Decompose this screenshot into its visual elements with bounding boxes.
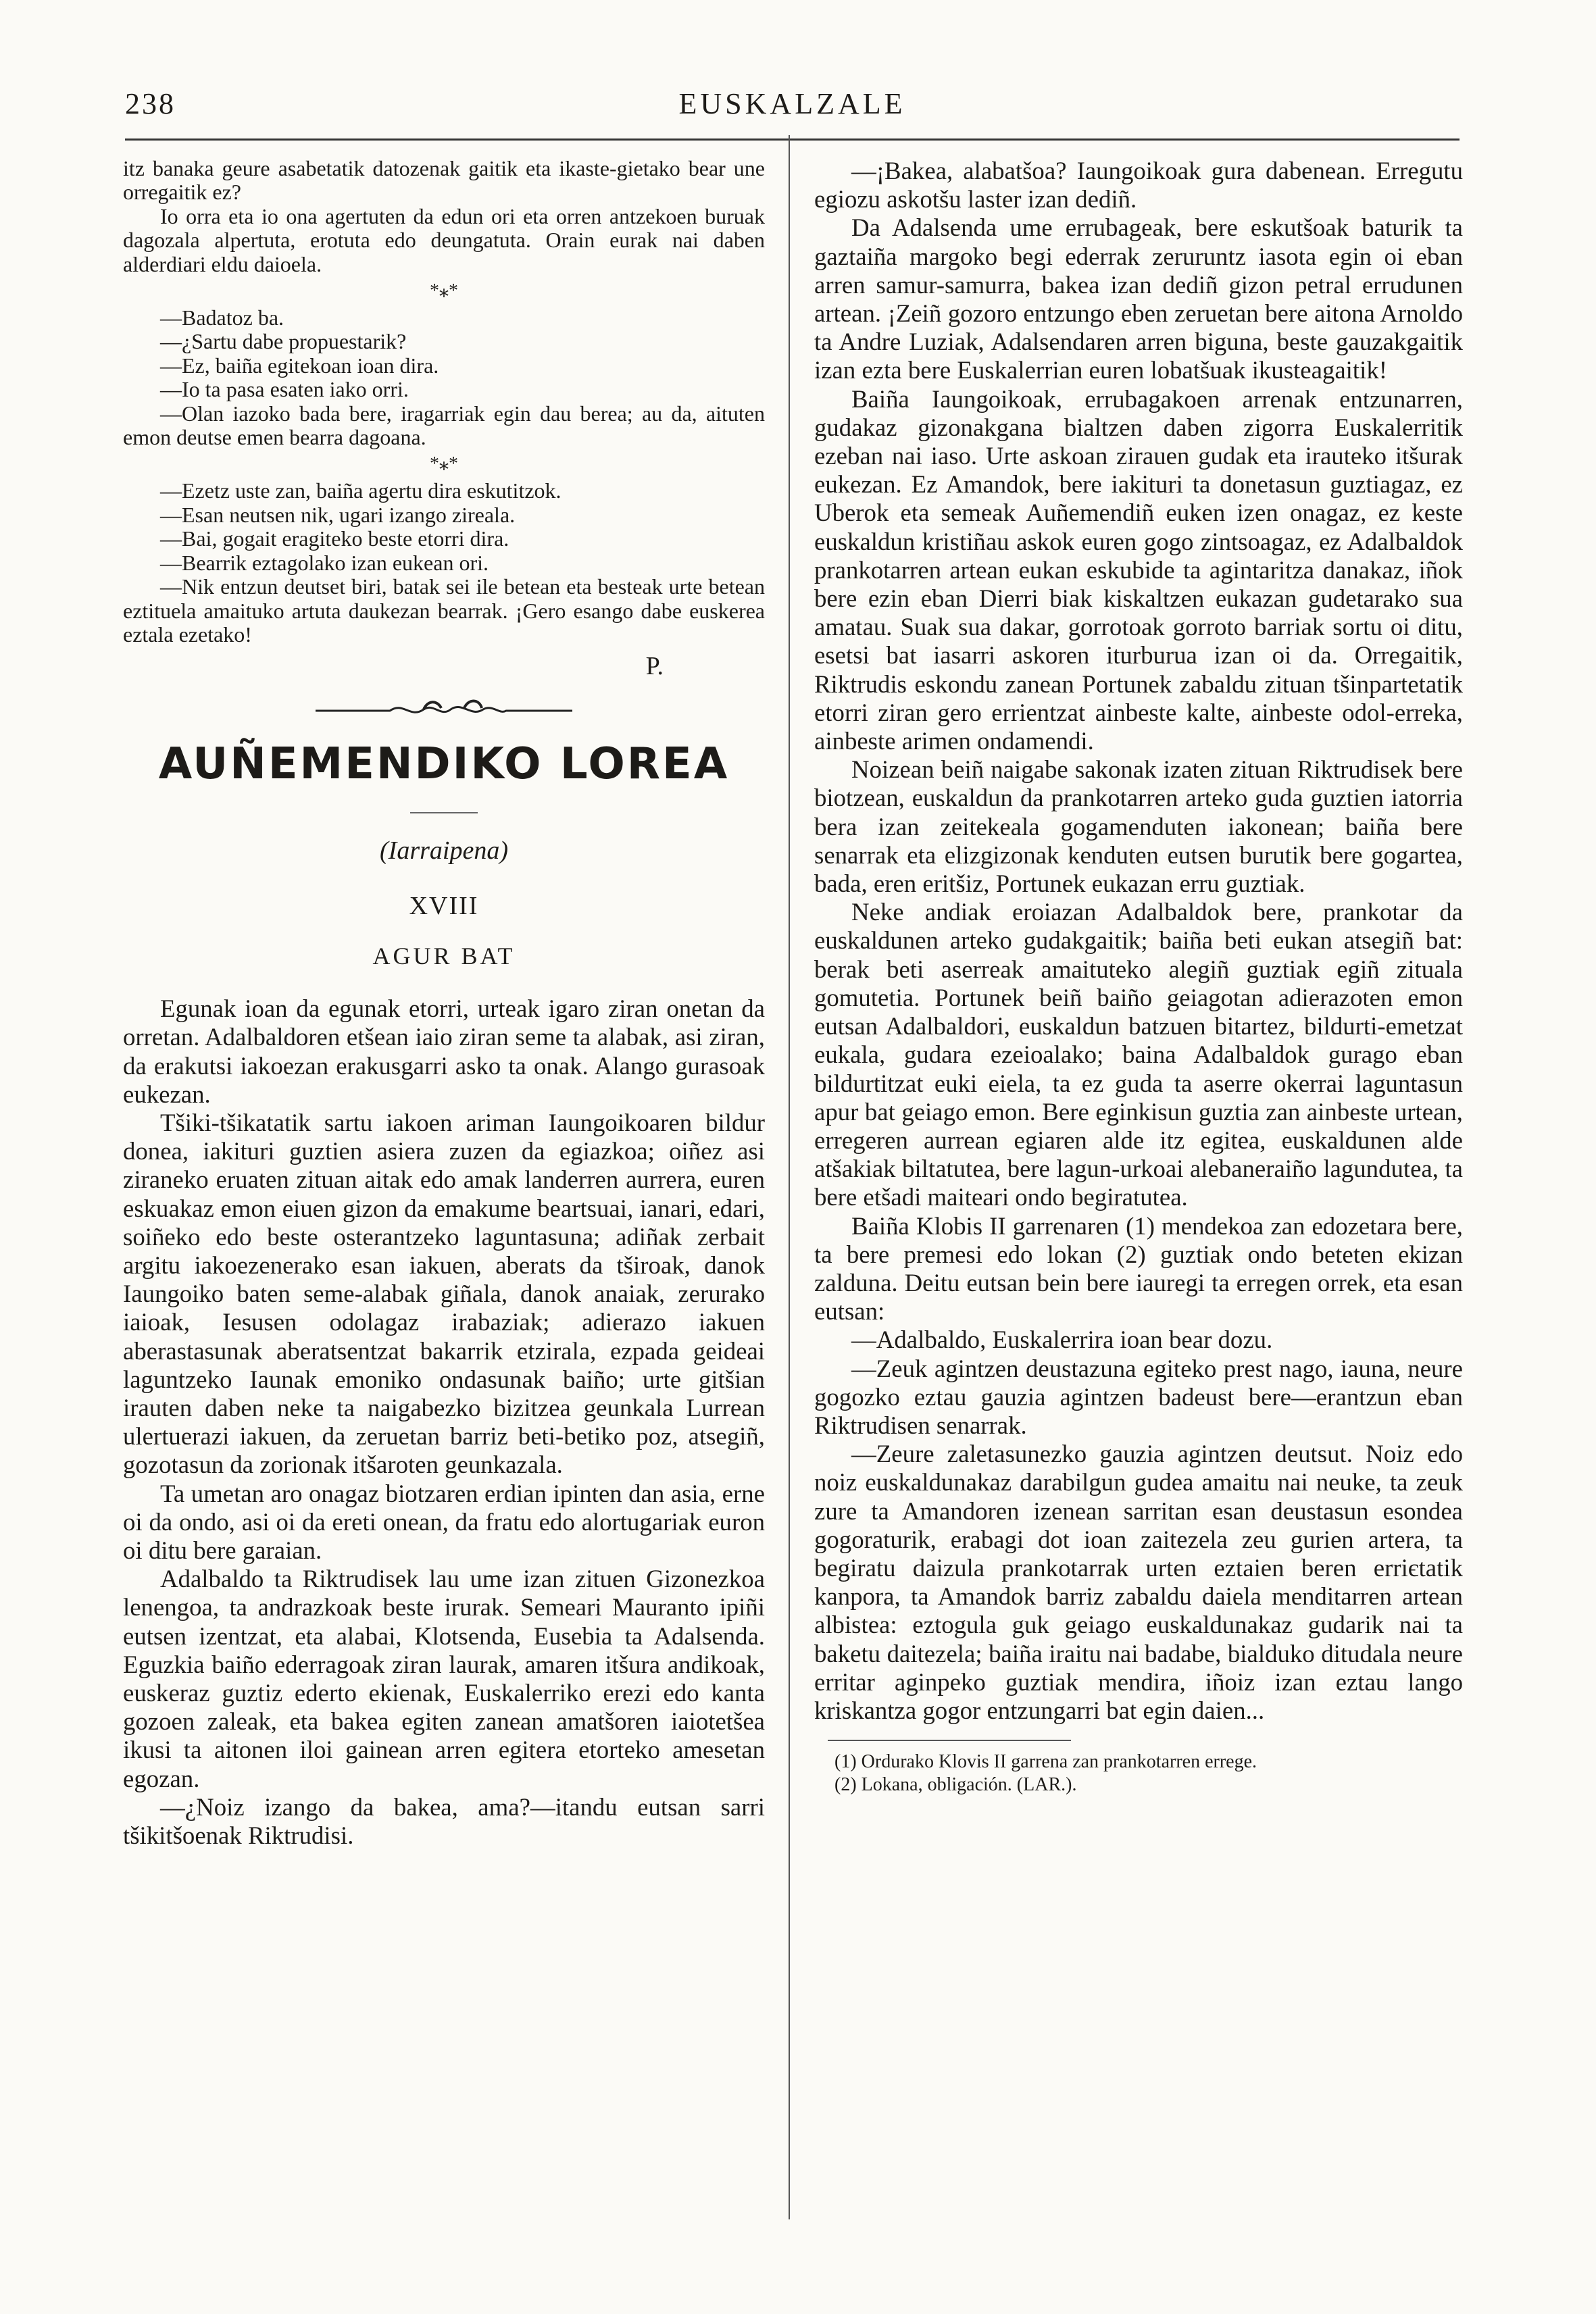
dialogue-line: —Olan iazoko bada bere, iragarriak egin dau berea; au da, aituten emon deutse emen bearra dagoana. (123, 401, 765, 450)
story-paragraph: —¿Noiz izango da bakea, ama?—itandu eutsan sarri tšikitšoenak Riktrudisi. (123, 1792, 765, 1850)
story-paragraph: —¡Bakea, alabatšoa? Iaungoikoak gura dabenean. Erregutu egiozu askotšu laster izan dediñ. (814, 157, 1463, 213)
intro-paragraph: Io orra eta io ona agertuten da edun ori eta orren antzekoen buruak dagozala alpertuta, erotuta edo deungatuta. Orain eurak nai daben alderdiari eldu daioela. (123, 203, 765, 276)
chapter-number: XVIII (409, 891, 479, 920)
dialogue-line: —Ez, baiña egitekoan ioan dira. (160, 353, 439, 378)
section-stars: *⁎* (430, 280, 458, 302)
dialogue-line: —Bai, gogait eragiteko beste etorri dira. (160, 526, 509, 551)
column-divider (789, 135, 790, 2219)
page-number: 238 (125, 87, 176, 120)
story-title: AUÑEMENDIKO LOREA (158, 738, 730, 789)
dialogue-line: —Ezetz uste zan, baiña agertu dira eskutitzok. (160, 478, 562, 503)
intro-paragraph: itz banaka geure asabetatik datozenak gaitik eta ikaste-gietako bear une orregaitik ez? (123, 156, 765, 205)
story-paragraph: Neke andiak eroiazan Adalbaldok bere, prankotar da euskaldunen arteko gudakgaitik; baiña beti eukan atsegiñ bat: berak beti aserreak amaituteko alegiñ guztiak egiñ zituala gomutetia. Portunek beiñ baiño geiagotan adierazoten emon eutsan Adalbaldori, euskaldun batzuen bitartez, bildurti-emetzat eukala, gudara ezeioalako; baina Adalbaldok gurago eban bildurtitzat euki eiela, ta ez guda ta aserre okerrai laguntasun apur bat geiago emon. Bere eginkisun guztia zan ainbeste urtean, erregeren aurrean egiaren alde itz egitea, euskaldunen alde atšakiak biltatutea, bere lagun-urkoai alebaneraiño lagundutea, ta bere etšadi maiteari ondo begiratutea. (814, 898, 1463, 1211)
story-paragraph: —Zeuk agintzen deustazuna egiteko prest nago, iauna, neure gogozko eztau gauzia agintzen badeust bere—erantzun eban Riktrudisen senarrak. (814, 1354, 1463, 1439)
story-paragraph: —Zeure zaletasunezko gauzia agintzen deutsut. Noiz edo noiz euskaldunakaz darabilgun gudea amaitu nai neuke, ta zeuk zure ta Amandoren izenean sarritan esan deustasun esondea gogoraturik, erabagi dot ioan zaitezela zeu gurien artera, ta begiratu daizula prankotarrak urten eztaien beren erriєtatik kanpora, ta Amandok barriz zabaldu daiela menditarren artean albistea: eztogula guk geiago euskaldunakaz gudarik nai ta baketu daitezela; baiña iraitu nai badabe, bialduko ditudala neure erritar aginpeko guztiak mendira, iñoiz izan eztau lango kriskantza gogor entzungarri bat egin daien... (814, 1440, 1463, 1724)
author-signature: P. (645, 652, 664, 681)
story-paragraph: Baiña Klobis II garrenaren (1) mendekoa zan edozetara bere, ta bere premesi edo lokan (2) guztiak ondo beteten ekizan zalduna. Deitu eutsan bein bere iauregi ta erregen orrek, eta esan eutsan: (814, 1211, 1463, 1326)
footnote-rule (828, 1740, 1071, 1741)
dialogue-line: —Io ta pasa esaten iako orri. (160, 377, 409, 402)
story-paragraph: Da Adalsenda ume errubageak, bere eskutšoak baturik ta gaztaiña margoko begi ederrak zeruruntz iasota egin oi eban arren samur-samurra, bakea izan dediñ gizon petral errudunen artean. ¡Zeiñ gozoro entzungo eben zeruetan bere aitona Arnoldo ta Andre Luziak, Adalsendaren arren biguna, beste gauzakgaitik izan ezta bere Euskalerrian euren lobatšuak ikusteagaitik! (814, 213, 1463, 384)
footnote: (2) Lokana, obligación. (LAR.). (834, 1774, 1077, 1796)
section-stars: *⁎* (430, 453, 458, 475)
running-title: EUSKALZALE (678, 87, 906, 120)
story-paragraph: Tšiki-tšikatatik sartu iakoen ariman Iaungoikoaren bildur donea, iakituri guztien asiera zuzen da egiazkoa; oiñez asi ziraneko eruaten zituan aitak edo amak landerren aurrera, euren eskuakaz emon eiuen gizon da emakume beartsuai, ianari, edari, soiñeko edo beste osterantzeko laguntasuna; adiñak zerbait argitu iakoezenerako esan iakuen, aberats da tširoak, danok Iaungoiko baten seme-alabak giñala, danok anaiak, zerurako iaioak, Iesusen odolagaz irabaziak; adierazo iakuen aberastasunak aberatsentzat bakarrik etzirala, ezpada geideai laguntzeko Iaunak emoniko ondasunak baiño; urte gitšian irauten daben neke ta naigabezko bizitzea geunkala Lurrean ulertuerazi iakuen, da zeruetan barriz beti-betiko poz, atsegiñ, gozotasun da zorionak itšaroten geunkazala. (123, 1108, 765, 1479)
story-paragraph: Adalbaldo ta Riktrudisek lau ume izan zituen Gizonezkoa lenengoa, ta andrazkoak beste irurak. Semeari Mauranto ipiñi eutsen izentzat, eta alabai, Klotsenda, Eusebia ta Adalsenda. Eguzkia baiño ederragoak ziran laurak, amaren itšura andikoak, euskeraz guztiz ederto ekienak, Euskalerriko erezi edo kanta gozoen zaleak, eta bakea egiten zanean amatšoren iaiotetšea ikusi ta aitonen iloi gainean arren egitera etorteko amesetan egozan. (123, 1565, 765, 1792)
page-header (125, 86, 1460, 141)
header-rule (125, 139, 1460, 141)
dialogue-line: —Esan neutsen nik, ugari izango zireala. (160, 502, 516, 527)
footnote: (1) Ordurako Klovis II garrena zan prankotarren errege. (834, 1751, 1257, 1773)
dialogue-line: —Nik entzun deutset biri, batak sei ile betean eta besteak urte betean eztituela amaituko artuta daukezan bearrak. ¡Gero esango dabe euskerea eztala ezetako! (123, 574, 765, 647)
title-rule (410, 812, 478, 813)
story-paragraph: Baiña Iaungoikoak, errubagakoen arrenak entzunarren, gudakaz gizonakgana bialtzen daben zigorra Euskalerritik ezeban nai iaso. Urte askoan zirauen gudak eta irauteko itšurak eukezan. Ez Amandok, bere iakituri ta donetasun guztiagaz, ez Uberok eta semeak Auñemendiñ euken izen onagaz, ez keste euskaldun kristiñau askok euren gogo zintsoagaz, ez Adalbaldok prankotarren artean eukan eskubide ta agintaritza danakaz, iñok bere ezin eban Dierri biak kiskaltzen eukazan gudetarako sua amatau. Suak sua dakar, gorrotoak gorroto barriak sortu oi ditu, esetsi bat iasarri askoren iturburua izan oi da. Orregaitik, Riktrudis eskondu zanean Portunek zabaldu zituan tšinpartetatik etorri ziran gero errientzat ainbeste kalte, ainbeste odol-erreka, ainbeste arimen ondamendi. (814, 384, 1463, 755)
story-paragraph: Ta umetan aro onagaz biotzaren erdian ipinten dan asia, erne oi da ondo, asi oi da ereti onean, da fratu edo alortugariak euron oi ditu bere garaian. (123, 1479, 765, 1564)
right-column (814, 157, 1463, 1796)
ornament-divider (309, 695, 579, 722)
dialogue-line: —¿Sartu dabe propuestarik? (160, 329, 407, 354)
story-subtitle: (Iarraipena) (380, 836, 508, 865)
story-paragraph: Egunak ioan da egunak etorri, urteak igaro ziran onetan da orretan. Adalbaldoren etšean iaio ziran seme ta alabak, asi ziran, da erakutsi iakoezan erakusgarri asko ta onak. Alango gurasoak eukezan. (123, 995, 765, 1108)
dialogue-line: —Bearrik eztagolako izan eukean ori. (160, 550, 489, 575)
left-column (123, 157, 765, 1850)
dialogue-line: —Badatoz ba. (160, 305, 284, 330)
story-paragraph: Noizean beiñ naigabe sakonak izaten zituan Riktrudisek bere biotzean, euskaldun da prankotarren arteko guda guztien iatorria bera izan zeitekeala gogamenduten iakonean; baiña bere senarrak eta elizgizonak kenduten eutsen burutik bere gogartea, bada, eren eritšiz, Portunek eukazan erru guztiak. (814, 755, 1463, 898)
story-paragraph: —Adalbaldo, Euskalerrira ioan bear dozu. (851, 1326, 1273, 1354)
chapter-title: AGUR BAT (372, 942, 516, 970)
